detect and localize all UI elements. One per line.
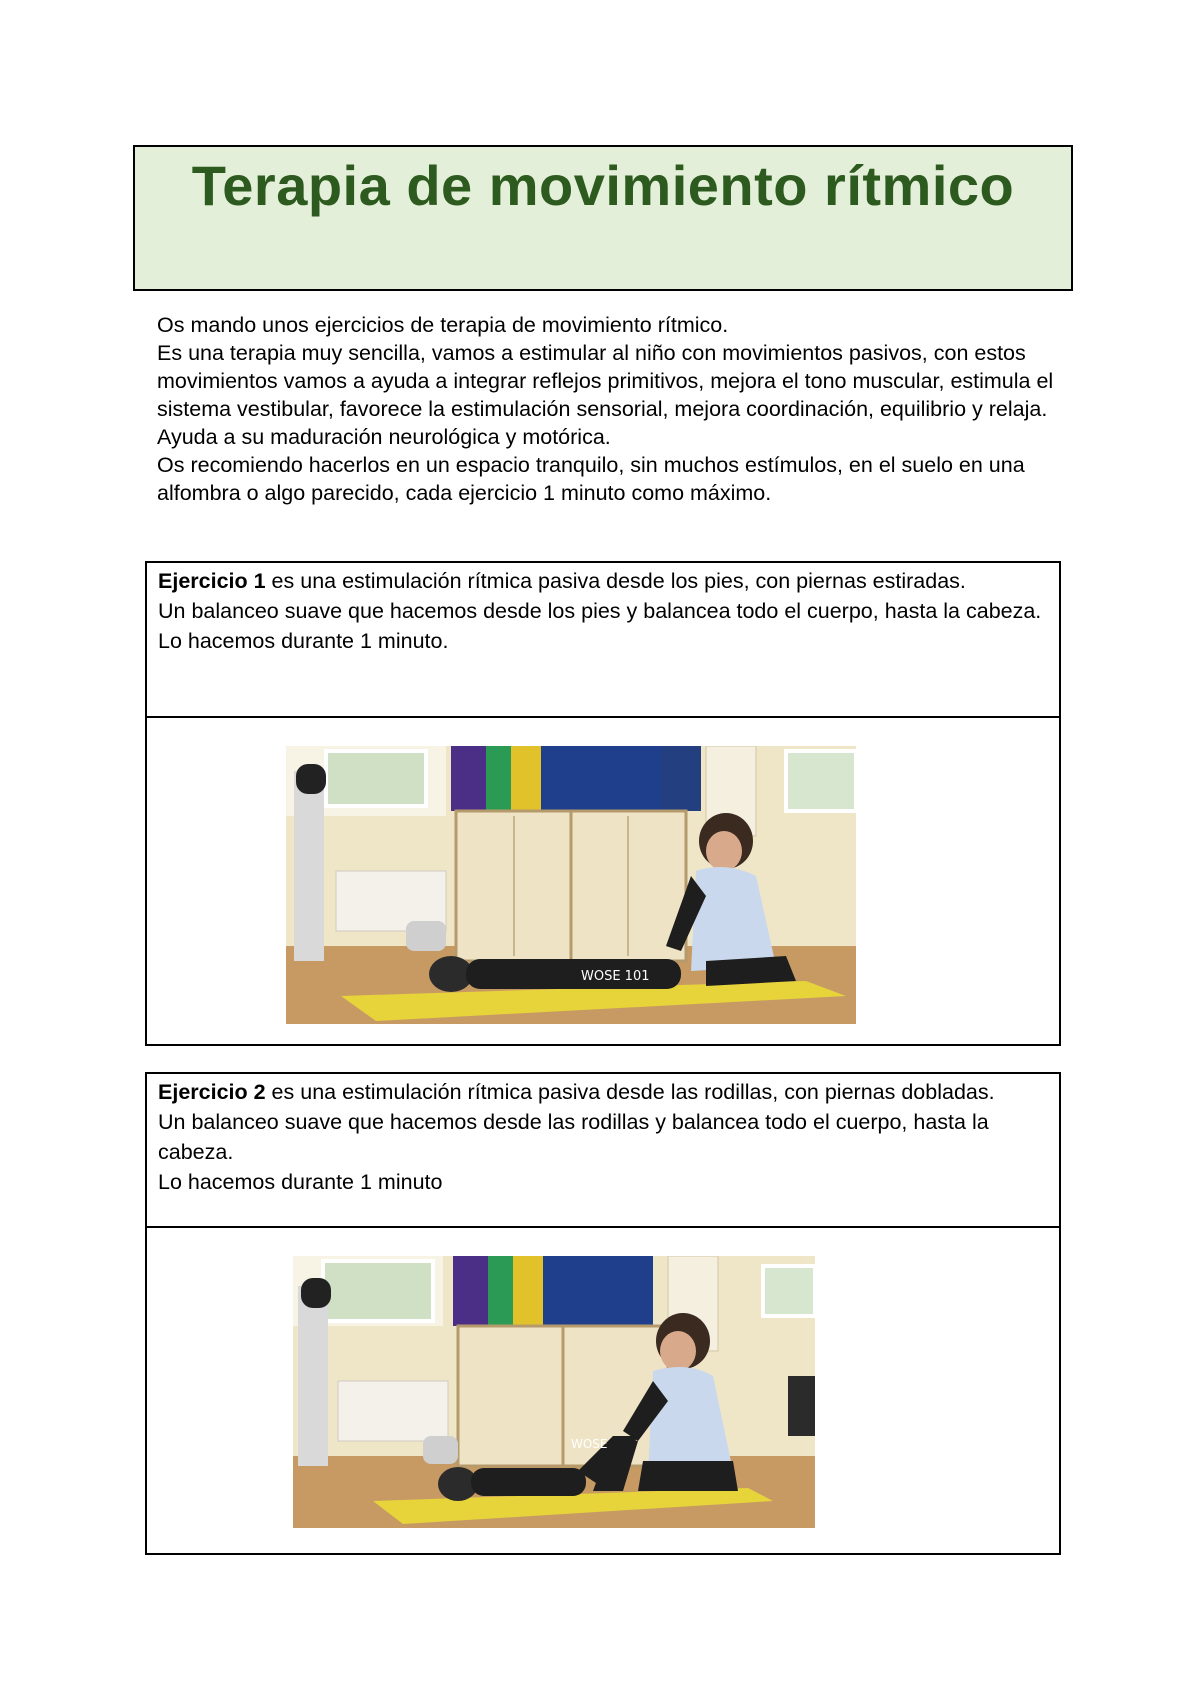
intro-line: Os mando unos ejercicios de terapia de movimiento rítmico.	[157, 313, 729, 337]
exercise-1-photo	[286, 746, 856, 1024]
exercise-2-duration: Lo hacemos durante 1 minuto	[158, 1170, 443, 1194]
exercise-2-divider	[147, 1226, 1059, 1228]
exercise-1-box	[145, 561, 1061, 1046]
exercise-1-description-text: es una estimulación rítmica pasiva desde los pies, con piernas estiradas.	[265, 569, 966, 593]
exercise-2-detail: Un balanceo suave que hacemos desde las rodillas y balancea todo el cuerpo, hasta la cabeza.	[158, 1110, 989, 1164]
intro-line: Ayuda a su maduración neurológica y motórica.	[157, 425, 611, 449]
exercise-2-description	[158, 1077, 1048, 1107]
intro-text	[157, 311, 1057, 507]
exercise-1-description	[158, 566, 1048, 596]
intro-line: Os recomiendo hacerlos en un espacio tranquilo, sin muchos estímulos, en el suelo en una alfombra o algo parecido, cada ejercicio 1 minuto como máximo.	[157, 453, 1025, 505]
title-box	[133, 145, 1073, 291]
exercise-2-description-text: es una estimulación rítmica pasiva desde las rodillas, con piernas dobladas.	[265, 1080, 995, 1104]
page-title: Terapia de movimiento rítmico	[191, 154, 1015, 217]
exercise-1-text	[147, 563, 1059, 656]
intro-line: Es una terapia muy sencilla, vamos a estimular al niño con movimientos pasivos, con estos movimientos vamos a ayuda a integrar reflejos primitivos, mejora el tono muscular, estimula el sistema vestibular, favorece la estimulación sensorial, mejora coordinación, equilibrio y relaja.	[157, 341, 1054, 421]
exercise-1-shirt-text: WOSE 101	[581, 969, 650, 984]
exercise-2-label: Ejercicio 2	[158, 1080, 266, 1104]
exercise-1-detail: Un balanceo suave que hacemos desde los pies y balancea todo el cuerpo, hasta la cabeza.	[158, 599, 1042, 623]
exercise-2-box	[145, 1072, 1061, 1555]
exercise-1-label: Ejercicio 1	[158, 569, 266, 593]
exercise-2-photo	[293, 1256, 815, 1528]
exercise-1-duration: Lo hacemos durante 1 minuto.	[158, 629, 449, 653]
exercise-1-divider	[147, 716, 1059, 718]
exercise-2-text	[147, 1074, 1059, 1197]
exercise-2-shirt-text: WOSE	[571, 1437, 608, 1451]
